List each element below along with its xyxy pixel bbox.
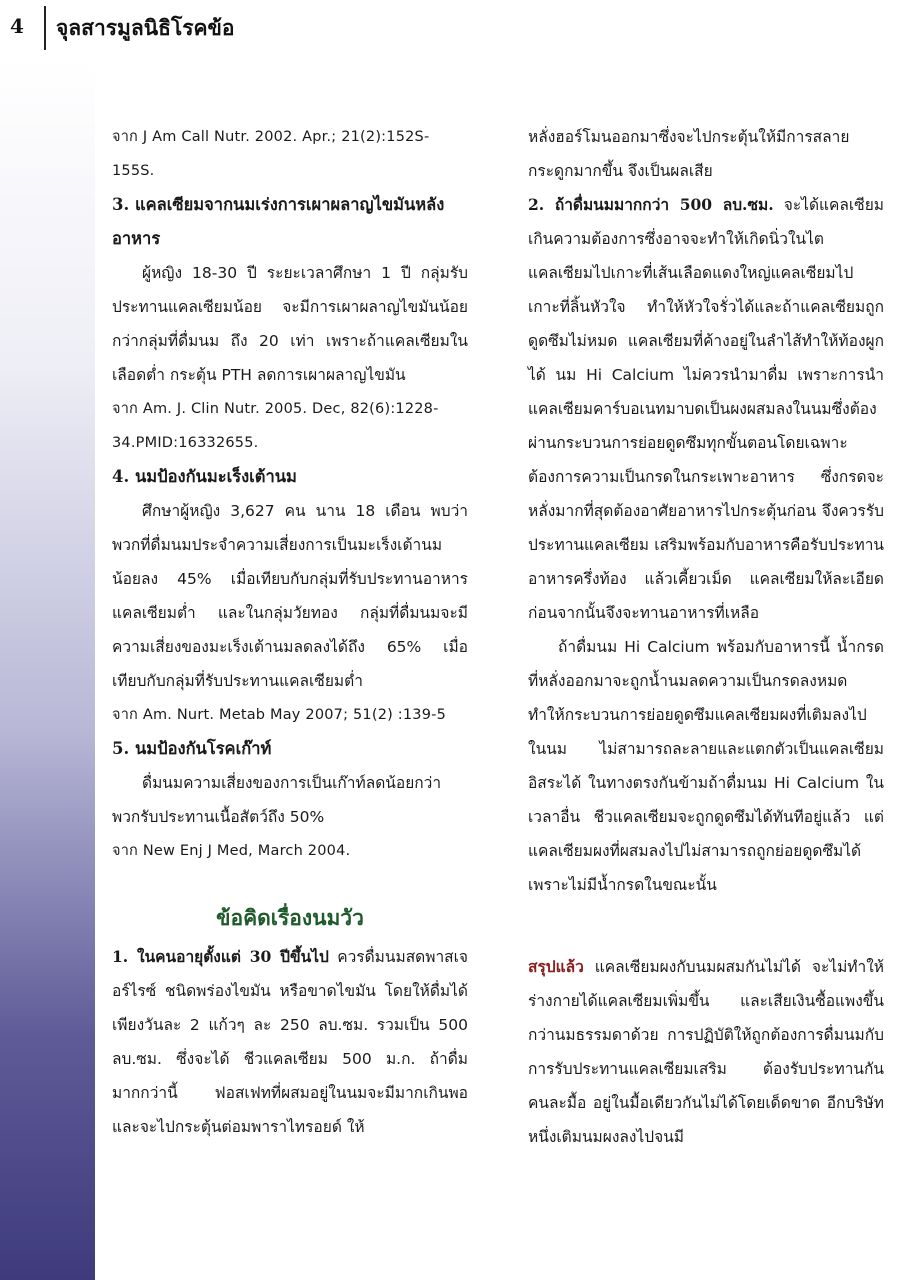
reference-citation: จาก Am. J. Clin Nutr. 2005. Dec, 82(6):1228-34.PMID:16332655. <box>112 401 439 451</box>
journal-title: จุลสารมูลนิธิโรคข้อ <box>56 16 235 40</box>
paragraph-item-1 <box>112 940 468 1144</box>
reference-citation: จาก J Am Call Nutr. 2002. Apr.; 21(2):152S-155S. <box>112 129 430 179</box>
item-1-lead: 1. ในคนอายุตั้งแต่ 30 ปีขึ้นไป <box>112 947 329 966</box>
summary-text: แคลเซียมผงกับนมผสมกันไม่ได้ จะไม่ทำให้ร่างกายได้แคลเซียมเพิ่มขึ้น และเสียเงินซื้อแพงขึ้นกว่านมธรรมดาด้วย การปฏิบัติให้ถูกต้องการดื่มนมกับการรับประทานแคลเซียมเสริม ต้องรับประทานกันคนละมื้อ อยู่ในมื้อเดียวกันไม่ได้โดยเด็ดขาด อีกบริษัทหนึ่งเติมนมผงลงไปจนมี <box>528 958 884 1146</box>
summary-label: สรุปแล้ว <box>528 957 584 976</box>
section-title-milk-thoughts: ข้อคิดเรื่องนมวัว <box>216 905 364 930</box>
header-divider <box>44 6 46 50</box>
spacer <box>528 902 884 950</box>
paragraph-fat-burning: ผู้หญิง 18-30 ปี ระยะเวลาศึกษา 1 ปี กลุ่มรับประทานแคลเซียมน้อย จะมีการเผาผลาญไขมันน้อยกว่ากลุ่มที่ดื่มนม ถึง 20 เท่า เพราะถ้าแคลเซียมในเลือดต่ำ กระตุ้น PTH ลดการเผาผลาญไขมัน <box>112 264 468 384</box>
item-1-text: ควรดื่มนมสดพาสเจอร์ไรซ์ ชนิดพร่องไขมัน หรือขาดไขมัน โดยให้ดื่มได้เพียงวันละ 2 แก้วๆ ละ 250 ลบ.ซม. รวมเป็น 500 ลบ.ซม. ซึ่งจะได้ ชีวแคลเซียม 500 ม.ก. ถ้าดื่มมากกว่านี้ ฟอสเฟทที่ผสมอยู่ในนมจะมีมากเกินพอ และจะไปกระตุ้นต่อมพาราไทรอยด์ ให้ <box>112 948 468 1136</box>
item-2-text: จะได้แคลเซียมเกินความต้องการซึ่งอาจจะทำให้เกิดนิ่วในไต แคลเซียมไปเกาะที่เส้นเลือดแดงใหญ่แคลเซียมไปเกาะที่ลิ้นหัวใจ ทำให้หัวใจรั่วได้และถ้าแคลเซียมถูกดูดซึมไม่หมด แคลเซียมที่ค้างอยู่ในลำไส้ทำให้ท้องผูกได้ นม Hi Calcium ไม่ควรนำมาดื่ม เพราะการนำแคลเซียมคาร์บอเนทมาบดเป็นผงผสมลงในนมซึ่งต้องผ่านกระบวนการย่อยดูดซึมทุกขั้นตอนโดยเฉพาะต้องการความเป็นกรดในกระเพาะอาหาร ซึ่งกรดจะหลั่งมากที่สุดต้องอาศัยอาหารไปกระตุ้นก่อน จึงควรรับประทานแคลเซียม เสริมพร้อมกับอาหารคือรับประทานอาหารครึ่งท้อง แล้วเคี้ยวเม็ด แคลเซียมให้ละเอียดก่อนจากนั้นจึงจะทานอาหารที่เหลือ <box>528 196 885 622</box>
page-header <box>0 0 907 60</box>
reference-citation: จาก New Enj J Med, March 2004. <box>112 843 351 859</box>
right-column <box>528 120 884 1154</box>
left-column <box>112 120 468 1144</box>
paragraph-summary <box>528 950 884 1154</box>
paragraph-gout: ดื่มนมความเสี่ยงของการเป็นเก๊าท์ลดน้อยกว่าพวกรับประทานเนื้อสัตว์ถึง 50% <box>112 774 442 826</box>
reference-citation: จาก Am. Nurt. Metab May 2007; 51(2) :139-5 <box>112 707 447 723</box>
paragraph-breast-cancer: ศึกษาผู้หญิง 3,627 คน นาน 18 เดือน พบว่า พวกที่ดื่มนมประจำความเสี่ยงการเป็นมะเร็งเต้านมน้อยลง 45% เมื่อเทียบกับกลุ่มที่รับประทานอาหารแคลเซียมต่ำ และในกลุ่มวัยทอง กลุ่มที่ดื่มนมจะมีความเสี่ยงของมะเร็งเต้านมลดลงได้ถึง 65% เมื่อเทียบกับกลุ่มที่รับประทานแคลเซียมต่ำ <box>112 502 468 690</box>
paragraph-item-2 <box>528 188 884 630</box>
section-heading-5: 5. นมป้องกันโรคเก๊าท์ <box>112 739 272 758</box>
item-2-lead: 2. ถ้าดื่มนมมากกว่า 500 ลบ.ซม. <box>528 195 774 214</box>
paragraph-hi-calcium: ถ้าดื่มนม Hi Calcium พร้อมกับอาหารนี้ น้ำกรดที่หลั่งออกมาจะถูกน้ำนมลดความเป็นกรดลงหมด ทำให้กระบวนการย่อยดูดซึมแคลเซียมผงที่เติมลงไปในนม ไม่สามารถละลายและแตกตัวเป็นแคลเซียมอิสระได้ ในทางตรงกันข้ามถ้าดื่มนม Hi Calcium ในเวลาอื่น ชีวแคลเซียมจะถูกดูดซึมได้ทันทีอยู่แล้ว แต่แคลเซียมผงที่ผสมลงไปไม่สามารถถูกย่อยดูดซึมได้เพราะไม่มีน้ำกรดในขณะนั้น <box>528 638 884 894</box>
decorative-side-band <box>0 60 95 1280</box>
paragraph-continued: หลั่งฮอร์โมนออกมาซึ่งจะไปกระตุ้นให้มีการสลายกระดูกมากขึ้น จึงเป็นผลเสีย <box>528 128 850 180</box>
section-heading-4: 4. นมป้องกันมะเร็งเต้านม <box>112 467 297 486</box>
page-number: 4 <box>10 14 24 38</box>
section-heading-3: 3. แคลเซียมจากนมเร่งการเผาผลาญไขมันหลังอาหาร <box>112 195 445 248</box>
